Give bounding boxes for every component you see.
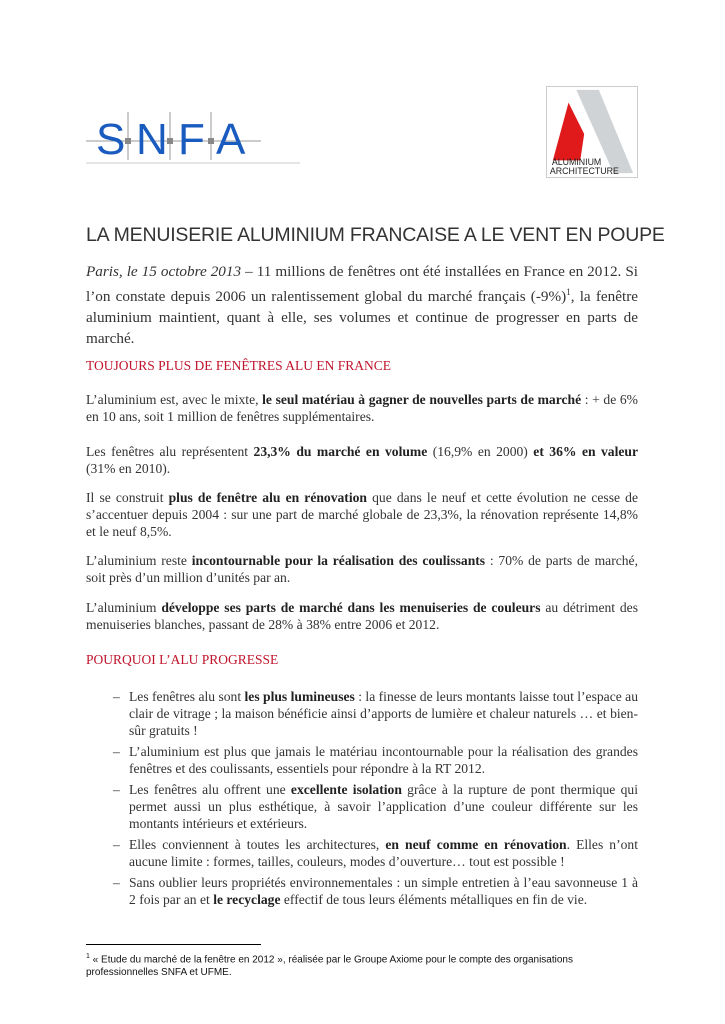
paragraph: L’aluminium reste incontournable pour la réalisation des coulissants : 70% de parts de marché, soit près d’un million d’unités par an. bbox=[86, 553, 638, 585]
section-heading: TOUJOURS PLUS DE FENÊTRES ALU EN FRANCE bbox=[86, 358, 392, 373]
svg-text:A: A bbox=[216, 115, 246, 164]
page-title: LA MENUISERIE ALUMINIUM FRANCAISE A LE VENT EN POUPE bbox=[86, 224, 665, 246]
section-heading: POURQUOI L’ALU PROGRESSE bbox=[86, 652, 279, 667]
snfa-logo bbox=[86, 98, 300, 164]
intro-paragraph bbox=[86, 261, 638, 349]
list-item: – Les fenêtres alu offrent une excellente isolation grâce à la rupture de pont thermique qui permet aussi un plus esthétique, à savoir l’application d’une couleur différente sur les montants intérieurs et extérieurs. bbox=[113, 782, 638, 831]
intro-text: , la fenêtre aluminium maintient, quant à elle, ses volumes et continue de progresser en parts de marché. bbox=[86, 288, 638, 348]
paragraph: L’aluminium est, avec le mixte, le seul matériau à gagner de nouvelles parts de marché : + de 6% en 10 ans, soit 1 million de fenêtres supplémentaires. bbox=[86, 392, 639, 424]
aluminium-architecture-logo bbox=[546, 86, 638, 178]
svg-text:ARCHITECTURE: ARCHITECTURE bbox=[549, 166, 619, 177]
paragraph: Il se construit plus de fenêtre alu en rénovation que dans le neuf et cette évolution ne cesse de s’accentuer depuis 2004 : sur une part de marché globale de 23,3%, la rénovation représente 14,8% et le neuf 8,5%. bbox=[86, 490, 638, 539]
reasons-list bbox=[86, 688, 638, 912]
paragraph: Les fenêtres alu représentent 23,3% du marché en volume (16,9% en 2000) et 36% en valeur (31% en 2010). bbox=[86, 444, 638, 476]
footnote-separator bbox=[86, 944, 261, 945]
footnote: $^1$ « Etude du marché de la fenêtre en 2012 », réalisée par le Groupe Axiome pour le compte des organisations professionnelles SNFA et UFME. bbox=[86, 953, 573, 979]
list-item: – L’aluminium est plus que jamais le matériau incontournable pour la réalisation des grandes fenêtres et des coulissants, essentiels pour répondre à la RT 2012. bbox=[113, 744, 638, 776]
svg-text:S: S bbox=[96, 115, 126, 164]
svg-text:N: N bbox=[136, 115, 168, 164]
paragraph: L’aluminium développe ses parts de marché dans les menuiseries de couleurs au détriment des menuiseries blanches, passant de 28% à 38% entre 2006 et 2012. bbox=[86, 600, 639, 632]
list-item: – Sans oublier leurs propriétés environnementales : un simple entretien à l’eau savonneuse 1 à 2 fois par an et le recyclage effectif de tous leurs éléments métalliques en fin de vie. bbox=[113, 875, 638, 907]
list-item: – Les fenêtres alu sont les plus lumineuses : la finesse de leurs montants laisse tout l’espace au clair de vitrage ; la maison bénéficie ainsi d’apports de lumière et chaleur naturels … et bien-sûr gratuits ! bbox=[113, 689, 639, 738]
svg-text:ALUMINIUM: ALUMINIUM bbox=[551, 157, 602, 168]
intro-text: – 11 millions de fenêtres ont été installées en France en 2012. Si l’on constate depuis 2006 un ralentissement global du marché français (-9%) bbox=[86, 263, 639, 306]
svg-text:F: F bbox=[178, 115, 205, 164]
list-item: – Elles conviennent à toutes les architectures, en neuf comme en rénovation. Elles n’ont aucune limite : formes, tailles, couleurs, modes d’ouverture… tout est possible ! bbox=[113, 837, 638, 869]
footnote-ref[interactable]: 1 bbox=[566, 287, 571, 297]
dateline: Paris, le 15 octobre 2013 bbox=[86, 263, 242, 280]
